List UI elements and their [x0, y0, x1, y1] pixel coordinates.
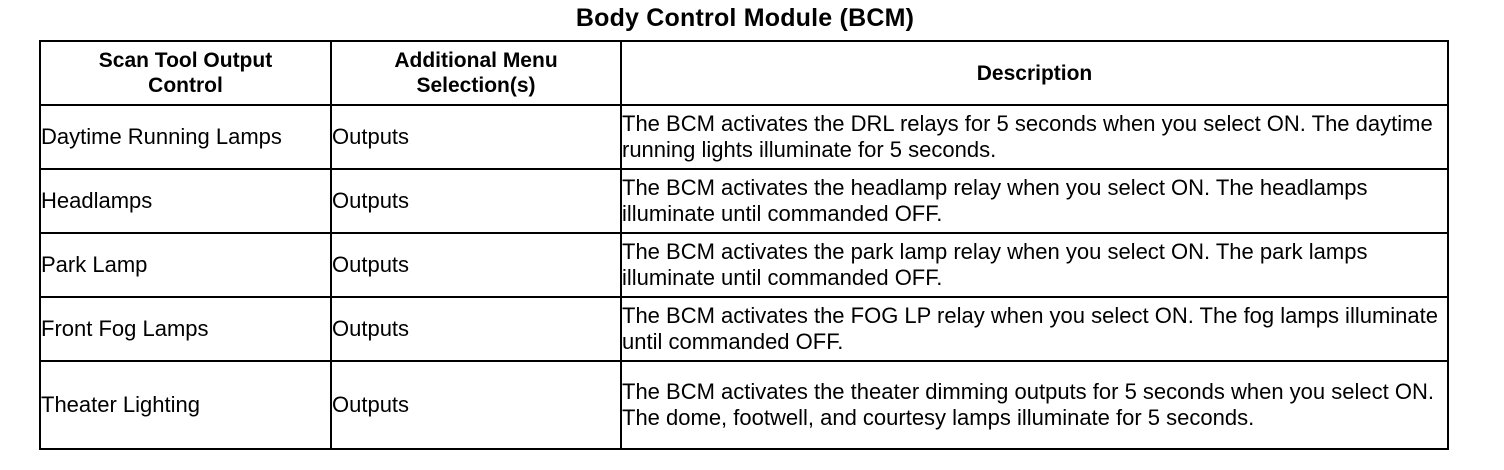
column-header-control-line2: Control	[148, 74, 223, 97]
table-row	[40, 169, 1448, 233]
menu-selection-cell: Outputs	[331, 169, 621, 233]
control-cell: Front Fog Lamps	[40, 297, 331, 361]
control-cell: Theater Lighting	[40, 361, 331, 449]
bcm-output-control-table	[39, 40, 1449, 450]
control-cell: Headlamps	[40, 169, 331, 233]
table-row	[40, 105, 1448, 169]
table-header-row	[40, 41, 1448, 105]
table-row	[40, 361, 1448, 449]
description-cell: The BCM activates the park lamp relay when you select ON. The park lamps illuminate until commanded OFF.	[621, 233, 1448, 297]
page-title: Body Control Module (BCM)	[575, 4, 915, 32]
table-row	[40, 297, 1448, 361]
menu-selection-cell: Outputs	[331, 233, 621, 297]
menu-selection-cell: Outputs	[331, 297, 621, 361]
menu-selection-cell: Outputs	[331, 105, 621, 169]
column-header-control-line1: Scan Tool Output	[98, 49, 273, 72]
description-cell: The BCM activates the theater dimming outputs for 5 seconds when you select ON. The dome, footwell, and courtesy lamps illuminate for 5 seconds.	[621, 361, 1448, 449]
column-header-control	[40, 41, 331, 105]
column-header-description: Description	[621, 41, 1448, 105]
control-cell: Daytime Running Lamps	[40, 105, 331, 169]
table-row	[40, 233, 1448, 297]
menu-selection-cell: Outputs	[331, 361, 621, 449]
control-cell: Park Lamp	[40, 233, 331, 297]
column-header-menu-line2: Selection(s)	[416, 74, 536, 97]
description-cell: The BCM activates the headlamp relay when you select ON. The headlamps illuminate until commanded OFF.	[621, 169, 1448, 233]
description-cell: The BCM activates the FOG LP relay when you select ON. The fog lamps illuminate until commanded OFF.	[621, 297, 1448, 361]
description-cell: The BCM activates the DRL relays for 5 seconds when you select ON. The daytime running lights illuminate for 5 seconds.	[621, 105, 1448, 169]
column-header-menu-line1: Additional Menu	[394, 49, 558, 72]
column-header-menu	[331, 41, 621, 105]
